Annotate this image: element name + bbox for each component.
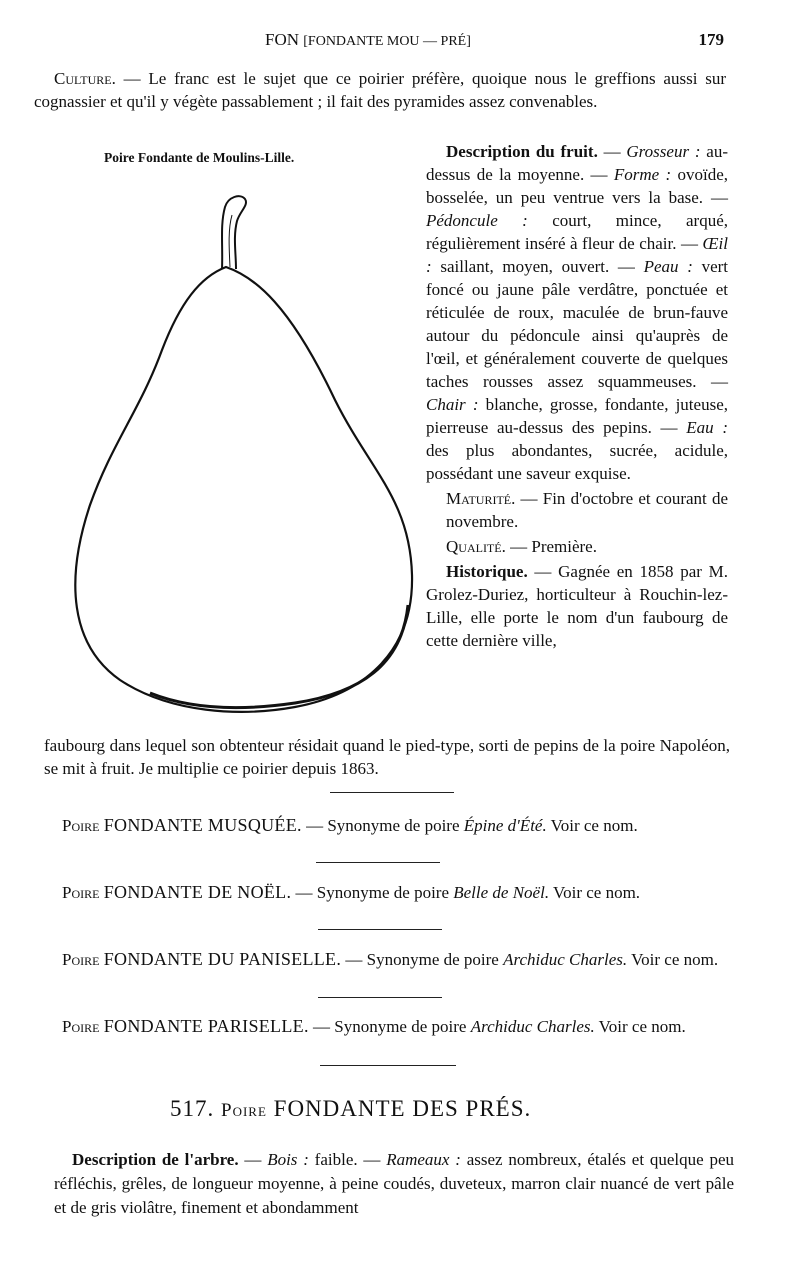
synonym-ref: Archiduc Charles.: [503, 950, 628, 969]
divider: [316, 862, 440, 863]
desc-chair-value: blanche, grosse, fondante, juteuse, pierreuse au-dessus des pepins. —: [426, 395, 728, 437]
desc-oeil-key: Œil :: [426, 234, 728, 276]
divider: [318, 929, 442, 930]
synonym-text: — Synonyme de poire: [308, 1017, 471, 1036]
synonym-ref: Épine d'Été.: [463, 816, 547, 835]
desc-forme-key: Forme :: [613, 165, 672, 184]
historique-paragraph: [426, 560, 728, 652]
arbre-rameaux-key: Rameaux :: [386, 1150, 461, 1169]
arbre-bois-value: faible. —: [308, 1150, 387, 1169]
qualite-paragraph: [426, 535, 728, 558]
historique-continuation: faubourg dans lequel son obtenteur résidait quand le pied-type, sorti de pepins de la poire Napoléon, se mit à fruit. Je multiplie ce poirier depuis 1863.: [44, 736, 730, 778]
arbre-bois-key: Bois :: [267, 1150, 309, 1169]
synonym-tail: Voir ce nom.: [594, 1017, 686, 1036]
synonym-text: — Synonyme de poire: [301, 816, 464, 835]
desc-eau-key: Eau :: [686, 418, 728, 437]
description-label: Description du fruit.: [446, 142, 598, 161]
pear-stem: [222, 196, 246, 269]
culture-paragraph: [34, 67, 726, 113]
synonym-poire: Poire: [62, 816, 100, 835]
pear-outline: [75, 267, 412, 712]
synonym-entry: [62, 813, 730, 838]
tree-description: Description de l'arbre. — Bois : faible. — Rameaux : assez nombreux, étalés et quelque peu réfléchis, grêles, de longueur moyenne, à peine coudés, duveteux, marron clair nuancé de vert pâle et de gris violâtre, finement et abondamment: [54, 1150, 735, 1217]
desc-grosseur-key: Grosseur :: [626, 142, 701, 161]
desc-chair-key: Chair :: [426, 395, 479, 414]
desc-peau-key: Peau :: [643, 257, 693, 276]
desc-peau-value: vert foncé ou jaune pâle verdâtre, ponctuée et réticulée de roux, maculée de brun-fauve autour du pédoncule ainsi qu'auprès de l'œil, et généralement couverte de quelques taches rousses assez squammeuses. —: [426, 257, 728, 391]
header-title: FON [FONDANTE MOU — PRÉ]: [265, 30, 471, 49]
arbre-label: Description de l'arbre.: [72, 1150, 239, 1169]
desc-eau-value: des plus abondantes, sucrée, acidule, possédant une saveur exquise.: [426, 441, 728, 483]
desc-pedoncule-value: court, mince, arqué, régulièrement inséré à fleur de chair. —: [426, 211, 728, 253]
historique-text: — Gagnée en 1858 par M. Grolez-Duriez, horticulteur à Rouchin-lez-Lille, elle porte le nom d'un faubourg de cette dernière ville,: [426, 562, 728, 650]
maturite-label: Maturité.: [446, 489, 516, 508]
arbre-rameaux-value: assez nombreux, étalés et quelque peu réfléchis, grêles, de longueur moyenne, à peine coudés, duveteux, marron clair nuancé de vert pâle et de gris violâtre, finement et abondamment: [54, 1150, 735, 1217]
desc-oeil-value: saillant, moyen, ouvert. —: [431, 257, 644, 276]
desc-forme-value: ovoïde, bosselée, un peu ventrue vers la base. —: [426, 165, 729, 207]
synonym-poire: Poire: [62, 883, 100, 902]
fruit-description: Description du fruit. — Grosseur : au-dessus de la moyenne. — Forme : ovoïde, bosselée, un peu ventrue vers la base. — Pédoncule : court, mince, arqué, régulièrement inséré à fleur de chair. — Œil : saillant, moyen, ouvert. — Peau : vert foncé ou jaune pâle verdâtre, ponctuée et réticulée de roux, maculée de brun-fauve autour du pédoncule ainsi qu'auprès de l'œil, et généralement couverte de quelques taches rousses assez squammeuses. — Chair : blanche, grosse, fondante, juteuse, pierreuse au-dessus des pepins. — Eau : des plus abondantes, sucrée, acidule, possédant une saveur exquise. Maturité. — Fin d'octobre et courant de novembre. Qualité. — Première. Historique. — Gagnée en 1858 par M. Grolez-Duriez, horticulteur à Rouchin-lez-Lille, elle porte le nom d'un faubourg de cette dernière ville,: [426, 142, 729, 650]
running-header: [0, 30, 800, 52]
synonym-entry: [62, 880, 730, 905]
divider: [330, 792, 454, 793]
entry-poire: Poire: [221, 1100, 267, 1121]
maturite-paragraph: [426, 487, 728, 533]
synonym-ref: Belle de Noël.: [453, 883, 550, 902]
synonym-entry: [62, 947, 730, 972]
synonym-tail: Voir ce nom.: [549, 883, 641, 902]
synonym-ref: Archiduc Charles.: [470, 1017, 595, 1036]
synonym-tail: Voir ce nom.: [627, 950, 719, 969]
historique-label: Historique.: [446, 562, 528, 581]
pear-stem-inner: [229, 215, 232, 267]
divider: [320, 1065, 456, 1066]
divider: [318, 997, 442, 998]
synonym-poire: Poire: [62, 950, 100, 969]
qualite-text: — Première.: [505, 537, 597, 556]
maturite-text: — Fin d'octobre et courant de novembre.: [446, 489, 728, 531]
page-number: 179: [698, 30, 724, 49]
synonym-text: — Synonyme de poire: [291, 883, 454, 902]
synonym-name: FONDANTE MUSQUÉE.: [103, 815, 302, 835]
desc-grosseur-value: au-dessus de la moyenne. —: [426, 142, 729, 184]
figure-caption: Poire Fondante de Moulins-Lille.: [104, 150, 295, 165]
culture-label: Culture.: [54, 69, 116, 88]
synonym-name: FONDANTE DE NOËL.: [103, 882, 292, 902]
synonym-name: FONDANTE DU PANISELLE.: [103, 949, 342, 969]
desc-pedoncule-key: Pédoncule :: [426, 211, 528, 230]
pear-outline-shadow: [150, 605, 408, 708]
entry-heading: [170, 1096, 531, 1122]
synonym-text: — Synonyme de poire: [341, 950, 504, 969]
synonym-entry: [62, 1014, 730, 1039]
culture-text: — Le franc est le sujet que ce poirier préfère, quoique nous le greffions aussi sur cognassier et qu'il y végète passablement ; il fait des pyramides assez convenables.: [34, 69, 726, 111]
synonym-tail: Voir ce nom.: [546, 816, 638, 835]
pear-illustration: [40, 185, 420, 715]
qualite-label: Qualité.: [446, 537, 506, 556]
entry-name: FONDANTE DES PRÉS.: [273, 1096, 532, 1121]
synonym-poire: Poire: [62, 1017, 100, 1036]
synonym-name: FONDANTE PARISELLE.: [103, 1016, 309, 1036]
entry-number: 517.: [170, 1096, 215, 1121]
